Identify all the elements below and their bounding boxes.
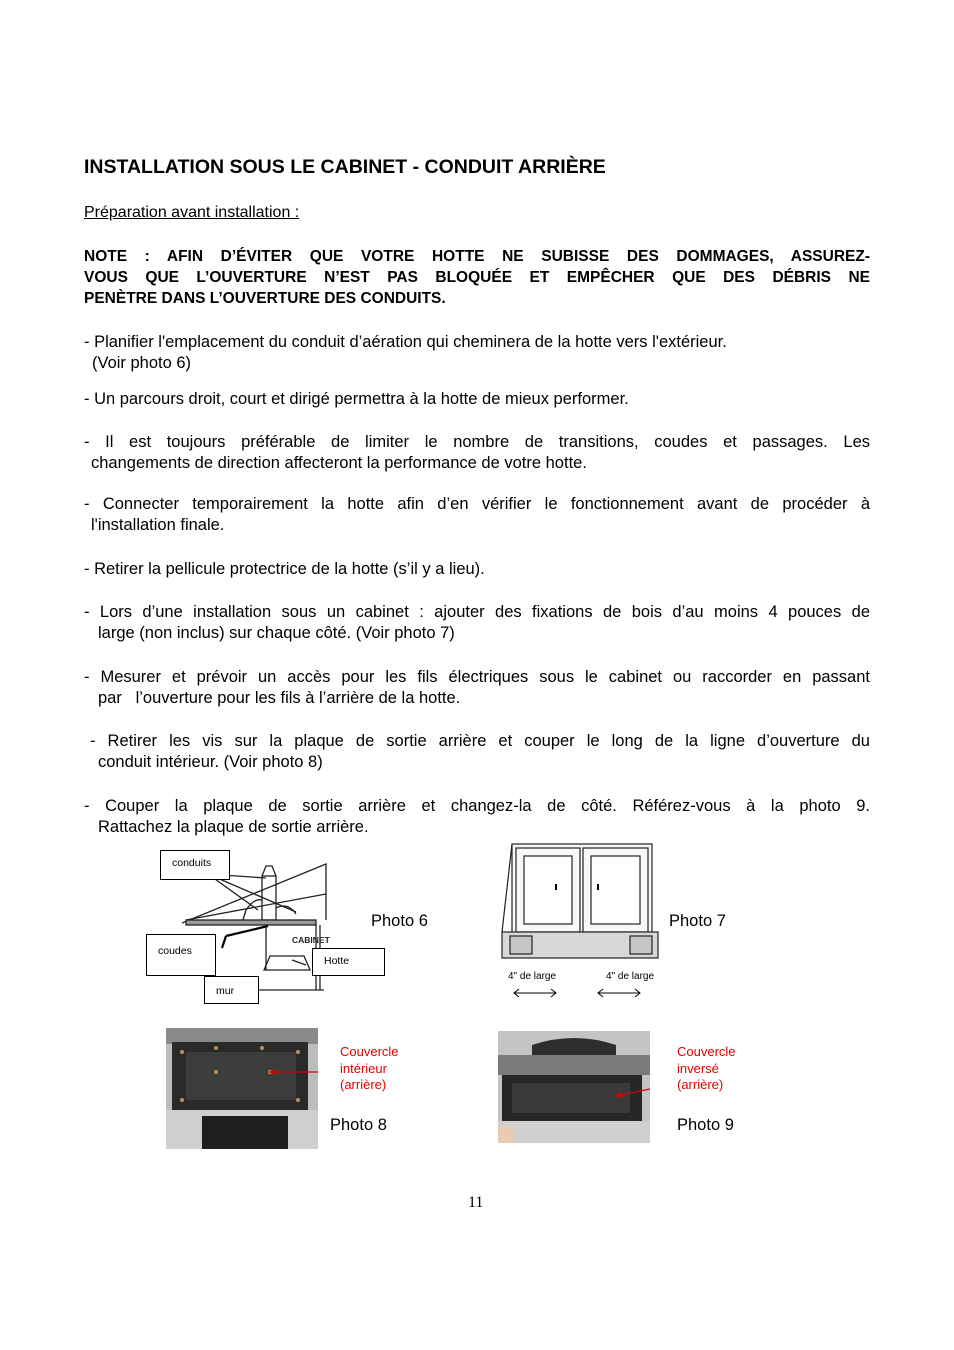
photo8-image bbox=[166, 1028, 318, 1149]
instruction-item: - Un parcours droit, court et dirigé permettra à la hotte de mieux performer. bbox=[84, 390, 629, 408]
note-line: VOUS QUE L’OUVERTURE N’EST PAS BLOQUÉE ET EMPÊCHER QUE DES DÉBRIS NE bbox=[84, 269, 870, 286]
photo9-caption: Couvercle inversé (arrière) bbox=[677, 1044, 736, 1092]
photo9-label: Photo 9 bbox=[677, 1116, 734, 1134]
instruction-item: - Mesurer et prévoir un accès pour les fils électriques sous le cabinet ou raccorder en passant par l’ouverture pour les fils à l’arrière de la hotte. bbox=[84, 668, 870, 707]
callout-mur: mur bbox=[204, 976, 259, 1004]
cabinet-diagram-label: CABINET bbox=[292, 935, 330, 945]
photo6-diagram bbox=[146, 848, 386, 1006]
instruction-item: - Connecter temporairement la hotte afin d’en vérifier le fonctionnement avant de procéder à l'installation finale. bbox=[84, 495, 870, 534]
width-arrows bbox=[510, 986, 650, 1000]
page-number: 11 bbox=[468, 1194, 484, 1211]
width-label-right: 4" de large bbox=[606, 971, 655, 982]
photo6-label: Photo 6 bbox=[371, 912, 428, 930]
photo8-label: Photo 8 bbox=[330, 1116, 387, 1134]
photo8-caption: Couvercle intérieur (arrière) bbox=[340, 1044, 399, 1092]
instruction-item: - Retirer les vis sur la plaque de sortie arrière et couper le long de la ligne d’ouverture du conduit intérieur. (Voir photo 8) bbox=[90, 732, 870, 771]
photo9-image bbox=[498, 1031, 650, 1143]
instruction-item: - Planifier l'emplacement du conduit d’aération qui cheminera de la hotte vers l'extérieur. (Voir photo 6) bbox=[84, 333, 727, 372]
instruction-item: - Retirer la pellicule protectrice de la hotte (s’il y a lieu). bbox=[84, 560, 485, 578]
callout-hotte: Hotte bbox=[312, 948, 385, 976]
photo7-cabinet-illustration bbox=[498, 840, 663, 962]
note-line: NOTE : AFIN D’ÉVITER QUE VOTRE HOTTE NE SUBISSE DES DOMMAGES, ASSUREZ- bbox=[84, 248, 870, 265]
instruction-item: - Couper la plaque de sortie arrière et changez-la de côté. Référez-vous à la photo 9. Rattachez la plaque de sortie arrière. bbox=[84, 797, 870, 836]
photo7-label: Photo 7 bbox=[669, 912, 726, 930]
warning-note bbox=[84, 246, 870, 309]
section-subtitle: Préparation avant installation : bbox=[84, 204, 300, 221]
note-line: PENÈTRE DANS L’OUVERTURE DES CONDUITS. bbox=[84, 290, 446, 307]
width-label-left: 4" de large bbox=[508, 971, 557, 982]
callout-conduits: conduits bbox=[160, 850, 230, 880]
page-title: INSTALLATION SOUS LE CABINET - CONDUIT ARRIÈRE bbox=[84, 156, 606, 178]
instruction-item: - Lors d’une installation sous un cabinet : ajouter des fixations de bois d’au moins 4 pouces de large (non inclus) sur chaque côté. (Voir photo 7) bbox=[84, 603, 870, 642]
callout-coudes: coudes bbox=[146, 934, 216, 976]
instruction-item: - Il est toujours préférable de limiter le nombre de transitions, coudes et passages. Les changements de direction affecteront la performance de votre hotte. bbox=[84, 433, 870, 472]
